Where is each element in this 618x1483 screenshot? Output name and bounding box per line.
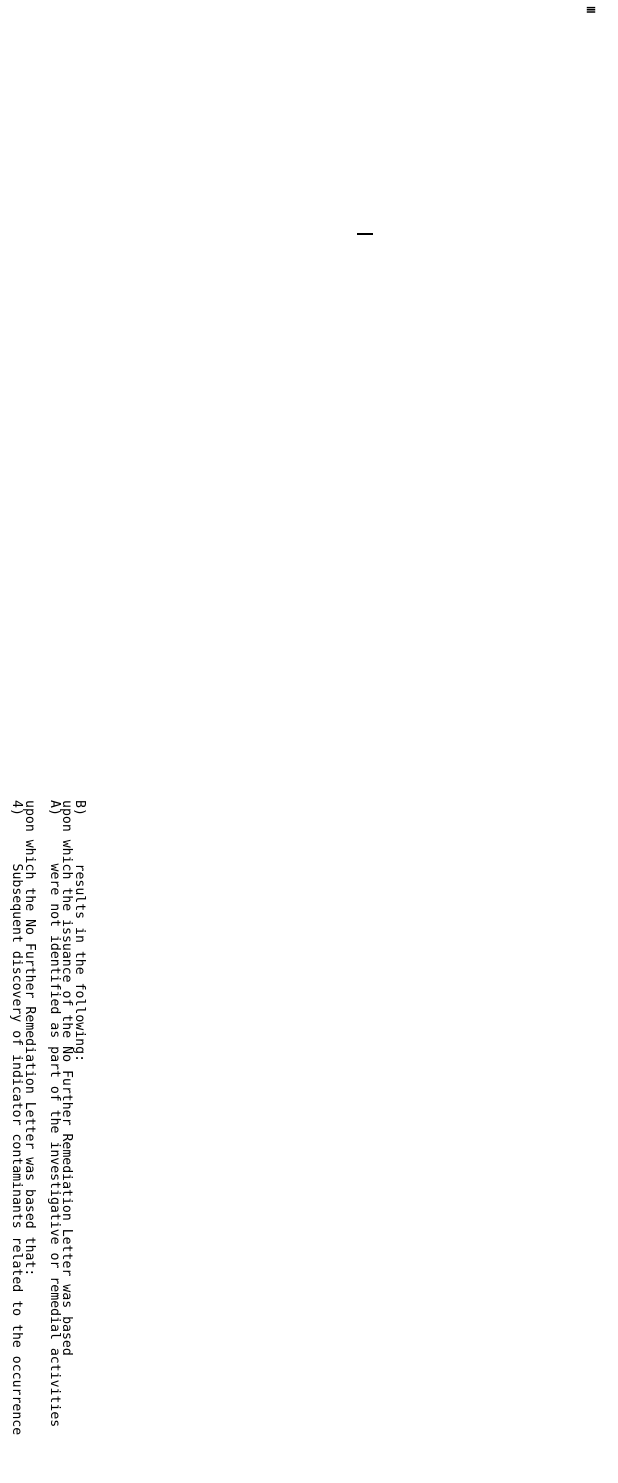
paragraph-gap (0, 800, 9, 1420)
document-text-line: upon which the issuance of the No Further Remediation Letter was based (59, 800, 75, 1356)
document-text-line: B) results in the following: (72, 800, 87, 1063)
document-text-line: upon which the No Further Remediation Letter was based that: (21, 800, 37, 1277)
rotated-text-block (0, 800, 87, 1436)
stray-dash-mark (357, 233, 373, 235)
document-text-line: 4) Subsequent discovery of indicator contaminants related to the occurrence (9, 800, 25, 1436)
document-text-line: A) were not identified as part of the investigative or remedial activities (46, 800, 62, 1428)
header-mark: Ⅲ (584, 6, 597, 14)
